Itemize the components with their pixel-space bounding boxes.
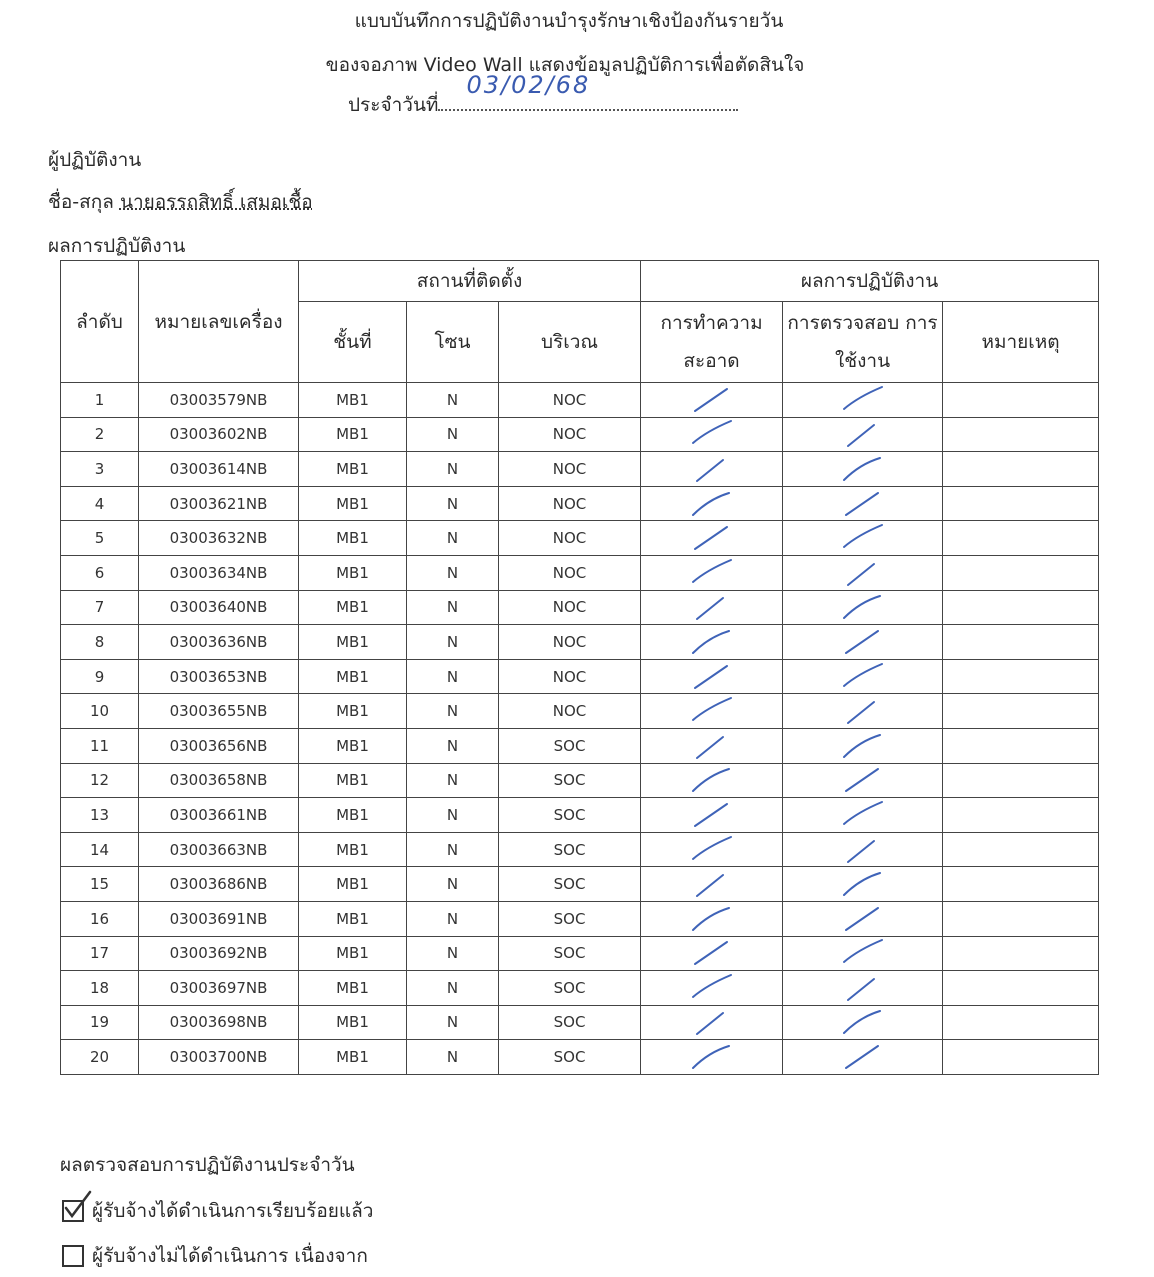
form-title-line1: แบบบันทึกการปฏิบัติงานบำรุงรักษาเชิงป้องกันรายวัน [354,10,784,32]
cell-remark[interactable] [943,1040,1099,1075]
cell-seq: 4 [61,486,139,521]
cell-area: NOC [499,486,641,521]
cell-cleaning[interactable] [641,659,783,694]
cell-floor: MB1 [299,521,407,556]
cell-inspection[interactable] [783,1040,943,1075]
operator-name-line [48,187,313,217]
cell-cleaning[interactable] [641,1005,783,1040]
cell-seq: 2 [61,417,139,452]
cell-floor: MB1 [299,728,407,763]
col-floor-header: ชั้นที่ [299,302,407,383]
cell-remark[interactable] [943,936,1099,971]
col-inspection-header: การตรวจสอบ การใช้งาน [783,302,943,383]
cell-zone: N [407,1005,499,1040]
cell-floor: MB1 [299,1005,407,1040]
cell-cleaning[interactable] [641,867,783,902]
option-not-done-label: ผู้รับจ้างไม่ได้ดำเนินการ เนื่องจาก [92,1245,368,1267]
cell-cleaning[interactable] [641,694,783,729]
cell-zone: N [407,971,499,1006]
table-row [61,971,1099,1006]
check-mark-icon [828,523,898,553]
cell-floor: MB1 [299,486,407,521]
cell-cleaning[interactable] [641,383,783,418]
cell-floor: MB1 [299,832,407,867]
cell-area: NOC [499,383,641,418]
cell-cleaning[interactable] [641,521,783,556]
col-remark-header: หมายเหตุ [943,302,1099,383]
cell-floor: MB1 [299,417,407,452]
table-row [61,659,1099,694]
cell-zone: N [407,590,499,625]
table-row [61,625,1099,660]
cell-floor: MB1 [299,555,407,590]
cell-area: NOC [499,417,641,452]
table-body [61,383,1099,1075]
table-row [61,452,1099,487]
cell-remark[interactable] [943,659,1099,694]
check-mark-icon [828,385,898,415]
cell-seq: 9 [61,659,139,694]
summary-heading: ผลตรวจสอบการปฏิบัติงานประจำวัน [60,1154,355,1176]
check-mark-icon [677,385,747,415]
cell-seq: 6 [61,555,139,590]
table-row [61,694,1099,729]
cell-floor: MB1 [299,590,407,625]
table-row [61,901,1099,936]
check-mark-icon [828,731,898,761]
cell-cleaning[interactable] [641,763,783,798]
check-mark-icon [677,904,747,934]
table-row [61,936,1099,971]
check-mark-icon [677,869,747,899]
cell-inspection[interactable] [783,555,943,590]
table-row [61,728,1099,763]
check-mark-icon [828,627,898,657]
option-not-done[interactable] [62,1241,368,1271]
cell-seq: 11 [61,728,139,763]
cell-area: SOC [499,1005,641,1040]
check-mark-icon [828,1042,898,1072]
check-mark-icon [828,765,898,795]
check-mark-icon [677,454,747,484]
cell-seq: 19 [61,1005,139,1040]
option-done-label: ผู้รับจ้างได้ดำเนินการเรียบร้อยแล้ว [92,1200,374,1222]
table-row [61,555,1099,590]
table-row [61,521,1099,556]
cell-cleaning[interactable] [641,936,783,971]
check-mark-icon [677,731,747,761]
check-mark-icon [677,662,747,692]
cell-machine-no: 03003621NB [139,486,299,521]
cell-inspection[interactable] [783,659,943,694]
cell-inspection[interactable] [783,625,943,660]
table-row [61,832,1099,867]
check-mark-icon [677,835,747,865]
date-label: ประจำวันที่ [348,94,439,116]
cell-zone: N [407,486,499,521]
cell-cleaning[interactable] [641,1040,783,1075]
cell-remark[interactable] [943,417,1099,452]
cell-machine-no: 03003655NB [139,694,299,729]
check-mark-icon [677,973,747,1003]
col-area-header: บริเวณ [499,302,641,383]
cell-floor: MB1 [299,798,407,833]
col-cleaning-header: การทำความ สะอาด [641,302,783,383]
cell-seq: 12 [61,763,139,798]
cell-inspection[interactable] [783,936,943,971]
check-mark-icon [677,765,747,795]
cell-inspection[interactable] [783,383,943,418]
check-mark-icon [828,1007,898,1037]
cell-floor: MB1 [299,867,407,902]
cell-remark[interactable] [943,486,1099,521]
cell-floor: MB1 [299,659,407,694]
cell-seq: 8 [61,625,139,660]
cell-remark[interactable] [943,383,1099,418]
date-line [348,71,738,120]
cell-area: SOC [499,798,641,833]
table-row [61,798,1099,833]
cell-floor: MB1 [299,452,407,487]
check-mark-icon [677,523,747,553]
check-mark-icon [677,627,747,657]
cell-floor: MB1 [299,694,407,729]
cell-inspection[interactable] [783,867,943,902]
cell-cleaning[interactable] [641,901,783,936]
col-seq-header: ลำดับ [61,261,139,383]
cell-machine-no: 03003632NB [139,521,299,556]
cell-machine-no: 03003656NB [139,728,299,763]
check-mark-icon [828,835,898,865]
cell-inspection[interactable] [783,694,943,729]
col-location-group-header: สถานที่ติดตั้ง [299,261,641,302]
cell-seq: 13 [61,798,139,833]
cell-zone: N [407,1040,499,1075]
cell-zone: N [407,659,499,694]
check-mark-icon [828,800,898,830]
cell-machine-no: 03003614NB [139,452,299,487]
cell-machine-no: 03003700NB [139,1040,299,1075]
check-mark-icon [828,592,898,622]
cell-area: NOC [499,625,641,660]
cell-remark[interactable] [943,1005,1099,1040]
cell-seq: 10 [61,694,139,729]
cell-machine-no: 03003692NB [139,936,299,971]
form-title-line2: ของจอภาพ Video Wall แสดงข้อมูลปฏิบัติการเพื่อตัดสินใจ [325,54,805,76]
cell-machine-no: 03003658NB [139,763,299,798]
check-mark-icon [828,973,898,1003]
cell-area: NOC [499,694,641,729]
check-mark-icon [677,1042,747,1072]
check-mark-icon [677,489,747,519]
cell-inspection[interactable] [783,486,943,521]
cell-cleaning[interactable] [641,728,783,763]
cell-zone: N [407,936,499,971]
cell-zone: N [407,901,499,936]
cell-floor: MB1 [299,936,407,971]
check-mark-icon [828,558,898,588]
cell-zone: N [407,555,499,590]
cell-area: SOC [499,763,641,798]
cell-machine-no: 03003697NB [139,971,299,1006]
check-mark-icon [677,558,747,588]
check-mark-icon [828,454,898,484]
table-row [61,1040,1099,1075]
cell-remark[interactable] [943,867,1099,902]
cell-area: SOC [499,936,641,971]
col-machine-header: หมายเลขเครื่อง [139,261,299,383]
cell-remark[interactable] [943,763,1099,798]
cell-area: NOC [499,590,641,625]
cell-inspection[interactable] [783,417,943,452]
table-row [61,763,1099,798]
cell-area: NOC [499,659,641,694]
cell-floor: MB1 [299,901,407,936]
check-mark-icon [828,869,898,899]
cell-seq: 15 [61,867,139,902]
cell-zone: N [407,867,499,902]
cell-machine-no: 03003602NB [139,417,299,452]
table-row [61,383,1099,418]
check-mark-icon [828,904,898,934]
cell-zone: N [407,798,499,833]
cell-zone: N [407,832,499,867]
cell-inspection[interactable] [783,763,943,798]
cell-cleaning[interactable] [641,452,783,487]
cell-remark[interactable] [943,832,1099,867]
cell-machine-no: 03003653NB [139,659,299,694]
cell-machine-no: 03003634NB [139,555,299,590]
cell-floor: MB1 [299,971,407,1006]
cell-remark[interactable] [943,521,1099,556]
cell-remark[interactable] [943,452,1099,487]
cell-remark[interactable] [943,901,1099,936]
cell-inspection[interactable] [783,521,943,556]
date-field[interactable] [438,71,738,111]
col-result-group-header: ผลการปฏิบัติงาน [641,261,1099,302]
cell-area: SOC [499,728,641,763]
cell-zone: N [407,417,499,452]
cell-zone: N [407,383,499,418]
check-mark-icon [677,1007,747,1037]
cell-inspection[interactable] [783,832,943,867]
cell-inspection[interactable] [783,728,943,763]
cell-floor: MB1 [299,625,407,660]
cell-inspection[interactable] [783,798,943,833]
cell-remark[interactable] [943,590,1099,625]
cell-zone: N [407,728,499,763]
cell-seq: 16 [61,901,139,936]
col-zone-header: โซน [407,302,499,383]
cell-floor: MB1 [299,763,407,798]
cell-machine-no: 03003636NB [139,625,299,660]
cell-inspection[interactable] [783,901,943,936]
cell-machine-no: 03003686NB [139,867,299,902]
table-row [61,1005,1099,1040]
cell-zone: N [407,763,499,798]
cell-cleaning[interactable] [641,798,783,833]
cell-cleaning[interactable] [641,486,783,521]
table-row [61,486,1099,521]
cell-remark[interactable] [943,798,1099,833]
cell-machine-no: 03003663NB [139,832,299,867]
cell-area: SOC [499,971,641,1006]
cell-zone: N [407,694,499,729]
date-value: 03/02/68 [466,71,591,99]
cell-machine-no: 03003579NB [139,383,299,418]
cell-cleaning[interactable] [641,590,783,625]
cell-inspection[interactable] [783,1005,943,1040]
check-mark-icon [677,419,747,449]
cell-zone: N [407,521,499,556]
check-mark-icon [828,938,898,968]
cell-machine-no: 03003661NB [139,798,299,833]
table-row [61,417,1099,452]
cell-area: NOC [499,521,641,556]
cell-zone: N [407,625,499,660]
cell-cleaning[interactable] [641,625,783,660]
cell-area: SOC [499,1040,641,1075]
cell-floor: MB1 [299,1040,407,1075]
cell-machine-no: 03003640NB [139,590,299,625]
cell-area: SOC [499,867,641,902]
cell-area: NOC [499,555,641,590]
check-mark-icon [677,800,747,830]
cell-cleaning[interactable] [641,555,783,590]
cell-remark[interactable] [943,728,1099,763]
cell-seq: 17 [61,936,139,971]
check-mark-icon [828,489,898,519]
cell-floor: MB1 [299,383,407,418]
cell-seq: 7 [61,590,139,625]
check-mark-icon [828,696,898,726]
cell-zone: N [407,452,499,487]
cell-machine-no: 03003691NB [139,901,299,936]
check-mark-icon [828,419,898,449]
results-heading: ผลการปฏิบัติงาน [48,235,186,257]
cell-cleaning[interactable] [641,971,783,1006]
cell-remark[interactable] [943,625,1099,660]
operator-heading: ผู้ปฏิบัติงาน [48,149,142,171]
check-mark-icon [828,662,898,692]
checkbox-not-done[interactable] [62,1245,84,1267]
cell-inspection[interactable] [783,971,943,1006]
table-row [61,867,1099,902]
cell-cleaning[interactable] [641,832,783,867]
cell-cleaning[interactable] [641,417,783,452]
cell-inspection[interactable] [783,452,943,487]
check-mark-icon [677,938,747,968]
check-mark-icon [60,1188,94,1222]
cell-area: SOC [499,901,641,936]
cell-seq: 1 [61,383,139,418]
cell-remark[interactable] [943,694,1099,729]
cell-remark[interactable] [943,971,1099,1006]
check-mark-icon [677,592,747,622]
maintenance-log-table [60,260,1099,1075]
cell-area: SOC [499,832,641,867]
cell-machine-no: 03003698NB [139,1005,299,1040]
cell-seq: 5 [61,521,139,556]
cell-seq: 3 [61,452,139,487]
cell-seq: 14 [61,832,139,867]
cell-seq: 20 [61,1040,139,1075]
option-done[interactable] [62,1196,373,1226]
table-row [61,590,1099,625]
cell-inspection[interactable] [783,590,943,625]
cell-remark[interactable] [943,555,1099,590]
cell-area: NOC [499,452,641,487]
checkbox-done[interactable] [62,1200,84,1222]
operator-name-value: นายอรรถสิทธิ์ เสมอเชื้อ [119,191,313,213]
check-mark-icon [677,696,747,726]
name-label: ชื่อ-สกุล [48,191,114,213]
cell-seq: 18 [61,971,139,1006]
